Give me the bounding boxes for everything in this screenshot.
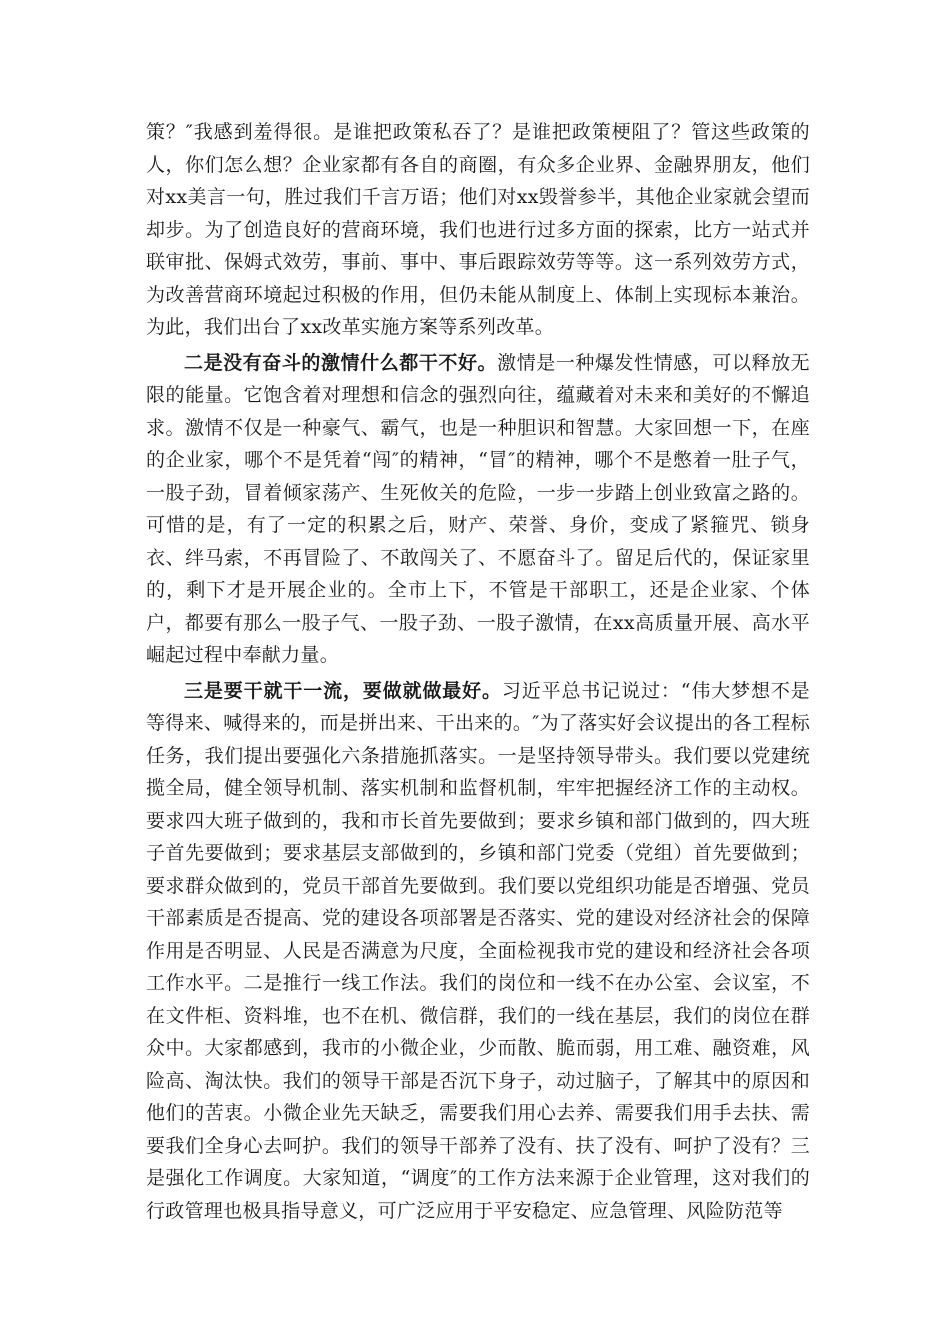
paragraph-text: 习近平总书记说过：“伟大梦想不是等得来、喊得来的，而是拼出来、干出来的。″为了落实好会议提出的各工程标任务，我们提出要强化六条措施抓落实。一是坚持领导带头。我们要以党建统揽全局，健全领导机制、落实机制和监督机制，牢牢把握经济工作的主动权。要求四大班子做到的，我和市长首先要做到；要求乡镇和部门做到的，四大班子首先要做到；要求基层支部做到的，乡镇和部门党委（党组）首先要做到；要求群众做到的，党员干部首先要做到。我们要以党组织功能是否增强、党员干部素质是否提高、党的建设各项部署是否落实、党的建设对经济社会的保障作用是否明显、人民是否满意为尺度，全面检视我市党的建设和经济社会各项工作水平。二是推行一线工作法。我们的岗位和一线不在办公室、会议室，不在文件柜、资料堆，也不在机、微信群，我们的一线在基层，我们的岗位在群众中。大家都感到，我市的小微企业，少而散、脆而弱，用工难、融资难，风险高、淘汰快。我们的领导干部是否沉下身子，动过脑子，了解其中的原因和他们的苦衷。小微企业先天缺乏，需要我们用心去养、需要我们用手去扶、需要我们全身心去呵护。我们的领导干部养了没有、扶了没有、呵护了没有？三是强化工作调度。大家知道，“调度″的工作方法来源于企业管理，这对我们的行政管理也极具指导意义，可广泛应用于平安稳定、应急管理、风险防范等 [146, 679, 810, 1222]
paragraph-point-two [146, 347, 810, 672]
paragraph-continuation [146, 116, 810, 344]
paragraph-text: 策？″我感到羞得很。是谁把政策私吞了？是谁把政策梗阻了？管这些政策的人，你们怎么想？企业家都有各自的商圈，有众多企业界、金融界朋友，他们对xx美言一句，胜过我们千言万语；他们对xx毁誉参半，其他企业家就会望而却步。为了创造良好的营商环境，我们也进行过多方面的探索，比方一站式并联审批、保姆式效劳，事前、事中、事后跟踪效劳等等。这一系列效劳方式，为改善营商环境起过积极的作用，但仍未能从制度上、体制上实现标本兼治。为此，我们出台了xx改革实施方案等系列改革。 [146, 121, 810, 338]
paragraph-lead-heading: 二是没有奋斗的激情什么都干不好。 [184, 351, 498, 374]
paragraph-text: 激情是一种爆发性情感，可以释放无限的能量。它饱含着对理想和信念的强烈向往，蕴藏着对未来和美好的不懈追求。激情不仅是一种豪气、霸气，也是一种胆识和智慧。大家回想一下，在座的企业家，哪个不是凭着“闯″的精神，“冒″的精神，哪个不是憋着一肚子气，一股子劲，冒着倾家荡产、生死攸关的危险，一步一步踏上创业致富之路的。可惜的是，有了一定的积累之后，财产、荣誉、身价，变成了紧箍咒、锁身衣、绊马索，不再冒险了、不敢闯关了、不愿奋斗了。留足后代的，保证家里的，剩下才是开展企业的。全市上下，不管是干部职工，还是企业家、个体户，都要有那么一股子气、一股子劲、一股子激情，在xx高质量开展、高水平崛起过程中奉献力量。 [146, 351, 810, 666]
document-body [146, 116, 810, 1230]
paragraph-lead-heading: 三是要干就干一流，要做就做最好。 [184, 679, 502, 702]
paragraph-point-three [146, 675, 810, 1228]
